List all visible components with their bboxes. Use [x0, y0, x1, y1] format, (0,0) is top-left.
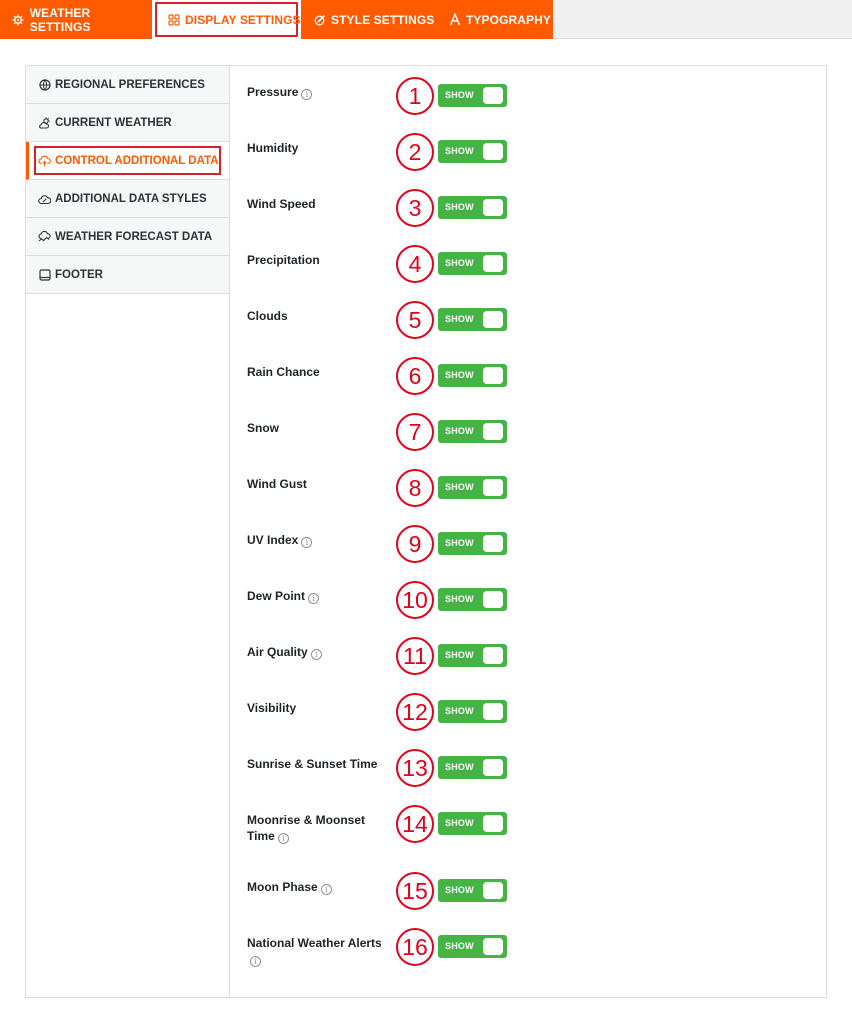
toggle-knob	[483, 479, 503, 496]
toggle-knob	[483, 759, 503, 776]
annotation-number-badge: 7	[396, 413, 434, 451]
annotation-number-badge: 1	[396, 77, 434, 115]
annotation-number-badge: 4	[396, 245, 434, 283]
setting-label	[247, 420, 392, 436]
annotation-number-badge: 10	[396, 581, 434, 619]
toggle-knob	[483, 938, 503, 955]
sidebar-item-weather-forecast-data[interactable]	[26, 218, 229, 256]
setting-label-text: Snow	[247, 421, 279, 435]
toggle-label: SHOW	[445, 314, 474, 324]
annotation-number-badge: 12	[396, 693, 434, 731]
setting-label-text: Moonrise & Moonset Time	[247, 813, 366, 843]
show-toggle[interactable]	[438, 532, 507, 555]
info-icon[interactable]: i	[301, 89, 312, 100]
info-icon[interactable]: i	[278, 833, 289, 844]
top-tab-bar	[0, 0, 852, 39]
setting-label	[247, 588, 392, 604]
toggle-knob	[483, 535, 503, 552]
globe-icon	[38, 78, 51, 91]
tab-display-settings[interactable]	[152, 0, 301, 39]
tab-label: DISPLAY SETTINGS	[185, 12, 301, 27]
toggle-knob	[483, 199, 503, 216]
toggle-label: SHOW	[445, 90, 474, 100]
toggle-label: SHOW	[445, 594, 474, 604]
setting-label-text: Clouds	[247, 309, 288, 323]
setting-label-text: Humidity	[247, 141, 299, 155]
brush-icon	[313, 13, 326, 26]
tab-label: STYLE SETTINGS	[331, 12, 435, 27]
setting-label	[247, 364, 392, 380]
setting-label-text: Sunrise & Sunset Time	[247, 757, 378, 771]
sidebar-item-additional-data-styles[interactable]	[26, 180, 229, 218]
toggle-knob	[483, 87, 503, 104]
sidebar-item-current-weather[interactable]	[26, 104, 229, 142]
toggle-label: SHOW	[445, 818, 474, 828]
setting-row	[231, 77, 821, 127]
toggle-knob	[483, 591, 503, 608]
setting-label	[247, 532, 392, 548]
show-toggle[interactable]	[438, 140, 507, 163]
show-toggle[interactable]	[438, 812, 507, 835]
setting-label	[247, 252, 392, 268]
toggle-knob	[483, 255, 503, 272]
sidebar-item-label: CURRENT WEATHER	[55, 116, 172, 129]
setting-label	[247, 879, 392, 895]
toggle-knob	[483, 143, 503, 160]
setting-label-text: Air Quality	[247, 645, 308, 659]
setting-row	[231, 525, 821, 575]
cloud-brush-icon	[38, 192, 51, 205]
info-icon[interactable]: i	[311, 649, 322, 660]
setting-row	[231, 928, 821, 978]
show-toggle[interactable]	[438, 84, 507, 107]
show-toggle[interactable]	[438, 476, 507, 499]
setting-label-text: Wind Gust	[247, 477, 307, 491]
setting-label	[247, 196, 392, 212]
show-toggle[interactable]	[438, 308, 507, 331]
toggle-label: SHOW	[445, 146, 474, 156]
setting-label	[247, 476, 392, 492]
setting-row	[231, 245, 821, 295]
annotation-number-badge: 2	[396, 133, 434, 171]
sidebar-item-label: WEATHER FORECAST DATA	[55, 230, 213, 243]
toggle-label: SHOW	[445, 762, 474, 772]
setting-label	[247, 935, 392, 967]
tab-style-settings[interactable]	[301, 0, 436, 39]
toggle-knob	[483, 423, 503, 440]
show-toggle[interactable]	[438, 700, 507, 723]
show-toggle[interactable]	[438, 935, 507, 958]
tab-weather-settings[interactable]	[0, 0, 152, 39]
toggle-knob	[483, 815, 503, 832]
annotation-number-badge: 13	[396, 749, 434, 787]
show-toggle[interactable]	[438, 588, 507, 611]
tab-label: TYPOGRAPHY	[466, 12, 552, 27]
sidebar-item-footer[interactable]	[26, 256, 229, 294]
setting-label-text: Wind Speed	[247, 197, 316, 211]
toggle-label: SHOW	[445, 258, 474, 268]
toggle-label: SHOW	[445, 202, 474, 212]
toggle-label: SHOW	[445, 370, 474, 380]
setting-label	[247, 700, 392, 716]
setting-row	[231, 805, 821, 855]
setting-label-text: Moon Phase	[247, 880, 318, 894]
sun-cloud-icon	[38, 116, 51, 129]
annotation-number-badge: 9	[396, 525, 434, 563]
toggle-label: SHOW	[445, 706, 474, 716]
sidebar-item-control-additional-data[interactable]	[26, 142, 229, 180]
toggle-label: SHOW	[445, 650, 474, 660]
setting-label-text: Dew Point	[247, 589, 306, 603]
setting-label	[247, 84, 392, 100]
sidebar-item-regional-preferences[interactable]	[26, 66, 229, 104]
show-toggle[interactable]	[438, 252, 507, 275]
show-toggle[interactable]	[438, 420, 507, 443]
footer-icon	[38, 268, 51, 281]
sidebar-item-label: ADDITIONAL DATA STYLES	[55, 192, 207, 205]
forecast-icon	[38, 230, 51, 243]
setting-label-text: UV Index	[247, 533, 299, 547]
info-icon[interactable]: i	[250, 956, 261, 967]
annotation-number-badge: 8	[396, 469, 434, 507]
settings-panel	[25, 65, 827, 998]
info-icon[interactable]: i	[301, 537, 312, 548]
setting-row	[231, 413, 821, 463]
setting-row	[231, 581, 821, 631]
toggle-label: SHOW	[445, 941, 474, 951]
toggle-knob	[483, 703, 503, 720]
show-toggle[interactable]	[438, 364, 507, 387]
setting-row	[231, 301, 821, 351]
sidebar	[26, 66, 230, 997]
tab-label: WEATHER SETTINGS	[29, 5, 91, 34]
annotation-number-badge: 14	[396, 805, 434, 843]
sidebar-item-label: REGIONAL PREFERENCES	[55, 78, 205, 91]
tab-typography[interactable]	[436, 0, 553, 39]
sidebar-item-label: FOOTER	[55, 268, 103, 281]
typography-icon	[448, 13, 461, 26]
show-toggle[interactable]	[438, 756, 507, 779]
setting-label-text: Visibility	[247, 701, 297, 715]
toggle-knob	[483, 882, 503, 899]
setting-label-text: National Weather Alerts	[247, 936, 382, 950]
toggle-label: SHOW	[445, 426, 474, 436]
setting-row	[231, 189, 821, 239]
toggle-label: SHOW	[445, 482, 474, 492]
gear-icon	[12, 13, 25, 26]
show-toggle[interactable]	[438, 644, 507, 667]
additional-data-controls	[231, 66, 826, 997]
setting-row	[231, 469, 821, 519]
info-icon[interactable]: i	[308, 593, 319, 604]
toggle-label: SHOW	[445, 538, 474, 548]
toggle-knob	[483, 311, 503, 328]
sidebar-item-label: CONTROL ADDITIONAL DATA	[55, 154, 219, 167]
setting-row	[231, 133, 821, 183]
annotation-number-badge: 15	[396, 872, 434, 910]
setting-label	[247, 756, 392, 772]
setting-label-text: Precipitation	[247, 253, 320, 267]
annotation-number-badge: 5	[396, 301, 434, 339]
setting-row	[231, 637, 821, 687]
annotation-number-badge: 3	[396, 189, 434, 227]
setting-row	[231, 872, 821, 922]
show-toggle[interactable]	[438, 196, 507, 219]
annotation-number-badge: 11	[396, 637, 434, 675]
setting-label	[247, 140, 392, 156]
show-toggle[interactable]	[438, 879, 507, 902]
setting-row	[231, 357, 821, 407]
setting-label	[247, 812, 392, 844]
setting-label-text: Rain Chance	[247, 365, 320, 379]
annotation-number-badge: 16	[396, 928, 434, 966]
setting-row	[231, 693, 821, 743]
setting-label	[247, 644, 392, 660]
toggle-knob	[483, 367, 503, 384]
setting-label	[247, 308, 392, 324]
toggle-label: SHOW	[445, 885, 474, 895]
setting-row	[231, 749, 821, 799]
setting-label-text: Pressure	[247, 85, 299, 99]
info-icon[interactable]: i	[321, 884, 332, 895]
toggle-knob	[483, 647, 503, 664]
annotation-number-badge: 6	[396, 357, 434, 395]
